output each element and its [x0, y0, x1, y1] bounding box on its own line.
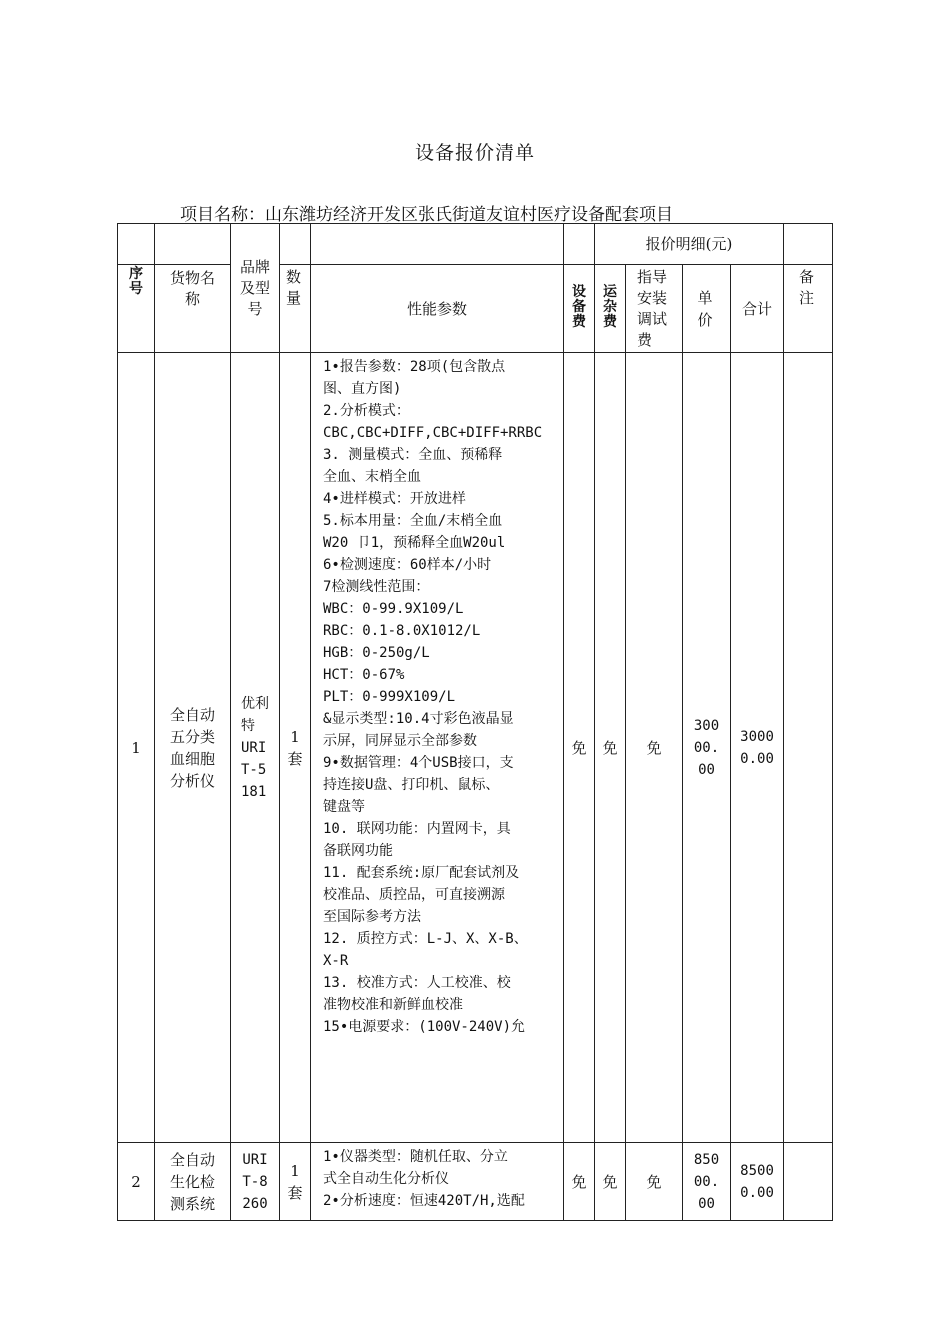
row1-freight: 免 [595, 353, 626, 1143]
header-blank-fee [564, 224, 595, 265]
header-seq: 序号 [118, 265, 155, 353]
header-install-fee: 指导安装调试费 [626, 265, 683, 353]
header-brand: 品牌及型号 [231, 224, 280, 353]
header-remark: 备注 [784, 265, 833, 353]
row1-equip-fee: 免 [564, 353, 595, 1143]
project-name: 项目名称：山东潍坊经济开发区张氏街道友谊村医疗设备配套项目 [180, 205, 673, 225]
row1-unit-price: 300 00. 00 [683, 353, 731, 1143]
row1-install-fee: 免 [626, 353, 683, 1143]
header-blank-qty [280, 224, 311, 265]
header-spec: 性能参数 [311, 265, 564, 353]
row2-freight: 免 [595, 1143, 626, 1221]
quote-table [117, 223, 833, 1221]
row2-remark [784, 1143, 833, 1221]
header-blank-remark [784, 224, 833, 265]
row2-name: 全自动 生化检 测系统 [155, 1143, 231, 1221]
row1-seq: 1 [118, 353, 155, 1143]
row1-spec: 1•报告参数：28项(包含散点 图、直方图) 2.分析模式： CBC,CBC+DIFF,CBC+DIFF+RRBC 3. 测量模式：全血、预稀释 全血、末梢全血 4•进样模式：开放进样 5.标本用量：全血/末梢全血 W20 卩1，预稀释全血W20ul 6•检测速度：60样本/小时 7检测线性范围： WBC：0-99.9X109/L RBC：0.1-8.0X1012/L HGB：0-250g/L HCT：0-67% PLT：0-999X109/L &显示类型:10.4寸彩色液晶显 示屏，同屏显示全部参数 9•数据管理：4个USB接口，支 持连接U盘、打印机、鼠标、 键盘等 10. 联网功能：内置网卡，具 备联网功能 11. 配套系统:原厂配套试剂及 校准品、质控品，可直接溯源 至国际参考方法 12. 质控方式：L-J、X、X-B、 X-R 13. 校准方式：人工校准、校 准物校准和新鲜血校准 15•电源要求：(100V-240V)允 [311, 353, 564, 1143]
row2-install-fee: 免 [626, 1143, 683, 1221]
table-row [118, 1143, 833, 1221]
row2-seq: 2 [118, 1143, 155, 1221]
row2-equip-fee: 免 [564, 1143, 595, 1221]
header-total: 合计 [731, 265, 784, 353]
header-equip-fee: 设备费 [564, 265, 595, 353]
page-title: 设备报价清单 [414, 142, 535, 164]
header-blank-name [155, 224, 231, 265]
row2-unit-price: 850 00. 00 [683, 1143, 731, 1221]
row2-total: 8500 0.00 [731, 1143, 784, 1221]
row1-qty: 1 套 [280, 353, 311, 1143]
header-name: 货物名称 [155, 265, 231, 353]
header-row-bottom [118, 265, 833, 353]
header-unit-price: 单价 [683, 265, 731, 353]
header-blank-spec [311, 224, 564, 265]
row1-name: 全自动 五分类 血细胞 分析仪 [155, 353, 231, 1143]
header-price-group: 报价明细(元) [595, 224, 784, 265]
row2-qty: 1 套 [280, 1143, 311, 1221]
row2-spec: 1•仪器类型：随机任取、分立 式全自动生化分析仪 2•分析速度：恒速420T/H,选配 [311, 1143, 564, 1221]
header-qty: 数量 [280, 265, 311, 353]
table-row [118, 353, 833, 1143]
header-row-top [118, 224, 833, 265]
header-blank-seq [118, 224, 155, 265]
header-freight: 运杂费 [595, 265, 626, 353]
row1-remark [784, 353, 833, 1143]
row1-total: 3000 0.00 [731, 353, 784, 1143]
row2-brand: URI T-8 260 [231, 1143, 280, 1221]
row1-brand: 优利 特 URI T-5 181 [231, 353, 280, 1143]
